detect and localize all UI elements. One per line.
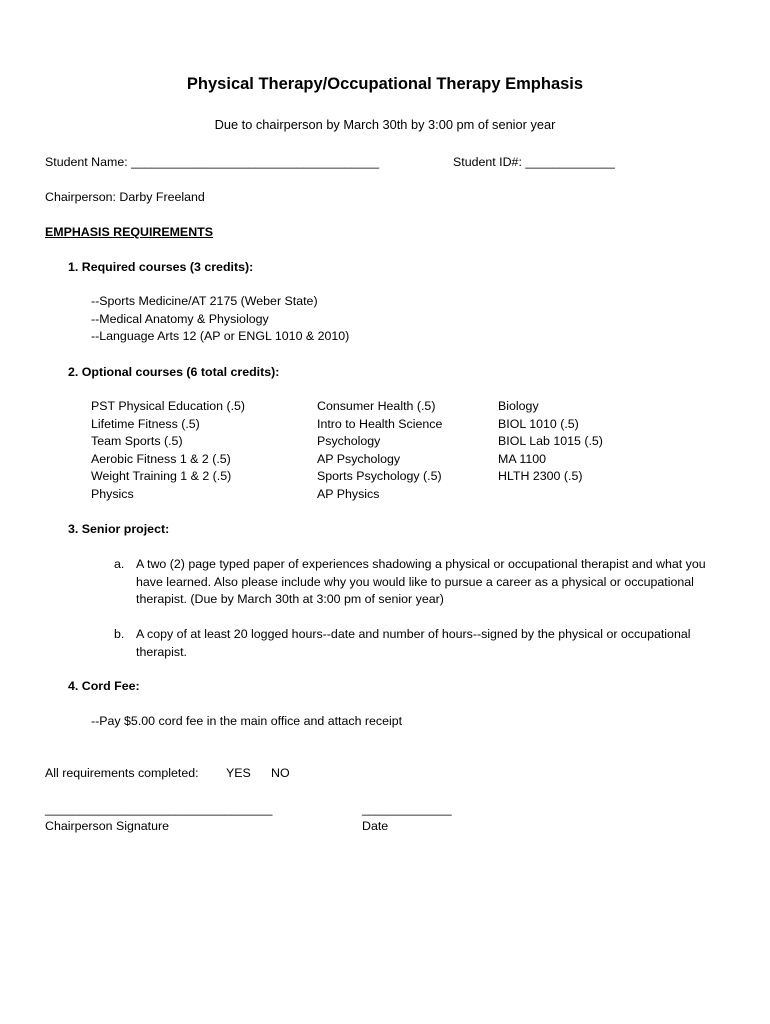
senior-project-item-b [136, 626, 690, 661]
student-name-field[interactable]: Student Name: ____________________________________ [45, 155, 380, 169]
date-line[interactable]: _____________ [362, 802, 452, 816]
list-item: Weight Training 1 & 2 (.5) [91, 469, 232, 484]
cord-fee-text: --Pay $5.00 cord fee in the main office and attach receipt [91, 714, 403, 728]
paragraph-line: therapist. [136, 644, 187, 659]
optional-courses-heading: 2. Optional courses (6 total credits): [68, 365, 280, 379]
optional-courses-column-3 [498, 398, 603, 486]
senior-project-item-a [136, 556, 706, 609]
list-item: --Sports Medicine/AT 2175 (Weber State) [91, 294, 318, 308]
senior-project-heading: 3. Senior project: [68, 522, 170, 536]
list-item: BIOL Lab 1015 (.5) [498, 434, 603, 449]
list-item: --Medical Anatomy & Physiology [91, 311, 269, 326]
completion-label: All requirements completed: [45, 766, 199, 780]
chairperson-signature-label: Chairperson Signature [45, 819, 169, 833]
date-label: Date [362, 819, 389, 833]
list-item: Sports Psychology (.5) [317, 469, 442, 484]
list-item: AP Physics [317, 486, 380, 501]
paragraph-line: A copy of at least 20 logged hours--date and number of hours--signed by the physical or occupational [136, 627, 691, 641]
list-item: Psychology [317, 434, 381, 449]
list-item: Team Sports (.5) [91, 434, 183, 449]
yes-option[interactable]: YES [226, 766, 251, 780]
required-courses-list [91, 293, 349, 346]
list-item: Physics [91, 486, 134, 501]
paragraph-line: A two (2) page typed paper of experiences shadowing a physical or occupational therapist and what you [136, 557, 706, 571]
item-marker-b: b. [114, 627, 125, 641]
list-item: Lifetime Fitness (.5) [91, 416, 200, 431]
optional-courses-column-2 [317, 398, 442, 504]
optional-courses-column-1 [91, 398, 245, 504]
list-item: --Language Arts 12 (AP or ENGL 1010 & 2010) [91, 329, 350, 344]
list-item: BIOL 1010 (.5) [498, 416, 579, 431]
list-item: MA 1100 [498, 451, 546, 466]
student-id-field[interactable]: Student ID#: _____________ [453, 155, 615, 169]
item-marker-a: a. [114, 557, 125, 571]
list-item: Aerobic Fitness 1 & 2 (.5) [91, 451, 231, 466]
page-title: Physical Therapy/Occupational Therapy Emphasis [186, 75, 584, 93]
paragraph-line: therapist. (Due by March 30th at 3:00 pm of senior year) [136, 592, 444, 607]
list-item: Consumer Health (.5) [317, 399, 436, 413]
list-item: Biology [498, 399, 539, 413]
due-date-subtitle: Due to chairperson by March 30th by 3:00 pm of senior year [214, 117, 556, 132]
cord-fee-heading: 4. Cord Fee: [68, 679, 140, 693]
chairperson-signature-line[interactable]: _________________________________ [45, 802, 273, 816]
chairperson-label: Chairperson: Darby Freeland [45, 190, 205, 204]
list-item: Intro to Health Science [317, 416, 443, 431]
paragraph-line: have learned. Also please include why you would like to pursue a career as a physical or occupational [136, 574, 694, 589]
no-option[interactable]: NO [271, 766, 290, 780]
section-heading: EMPHASIS REQUIREMENTS [45, 225, 213, 239]
list-item: PST Physical Education (.5) [91, 399, 246, 413]
required-courses-heading: 1. Required courses (3 credits): [68, 260, 254, 274]
list-item: AP Psychology [317, 451, 401, 466]
list-item: HLTH 2300 (.5) [498, 469, 583, 484]
